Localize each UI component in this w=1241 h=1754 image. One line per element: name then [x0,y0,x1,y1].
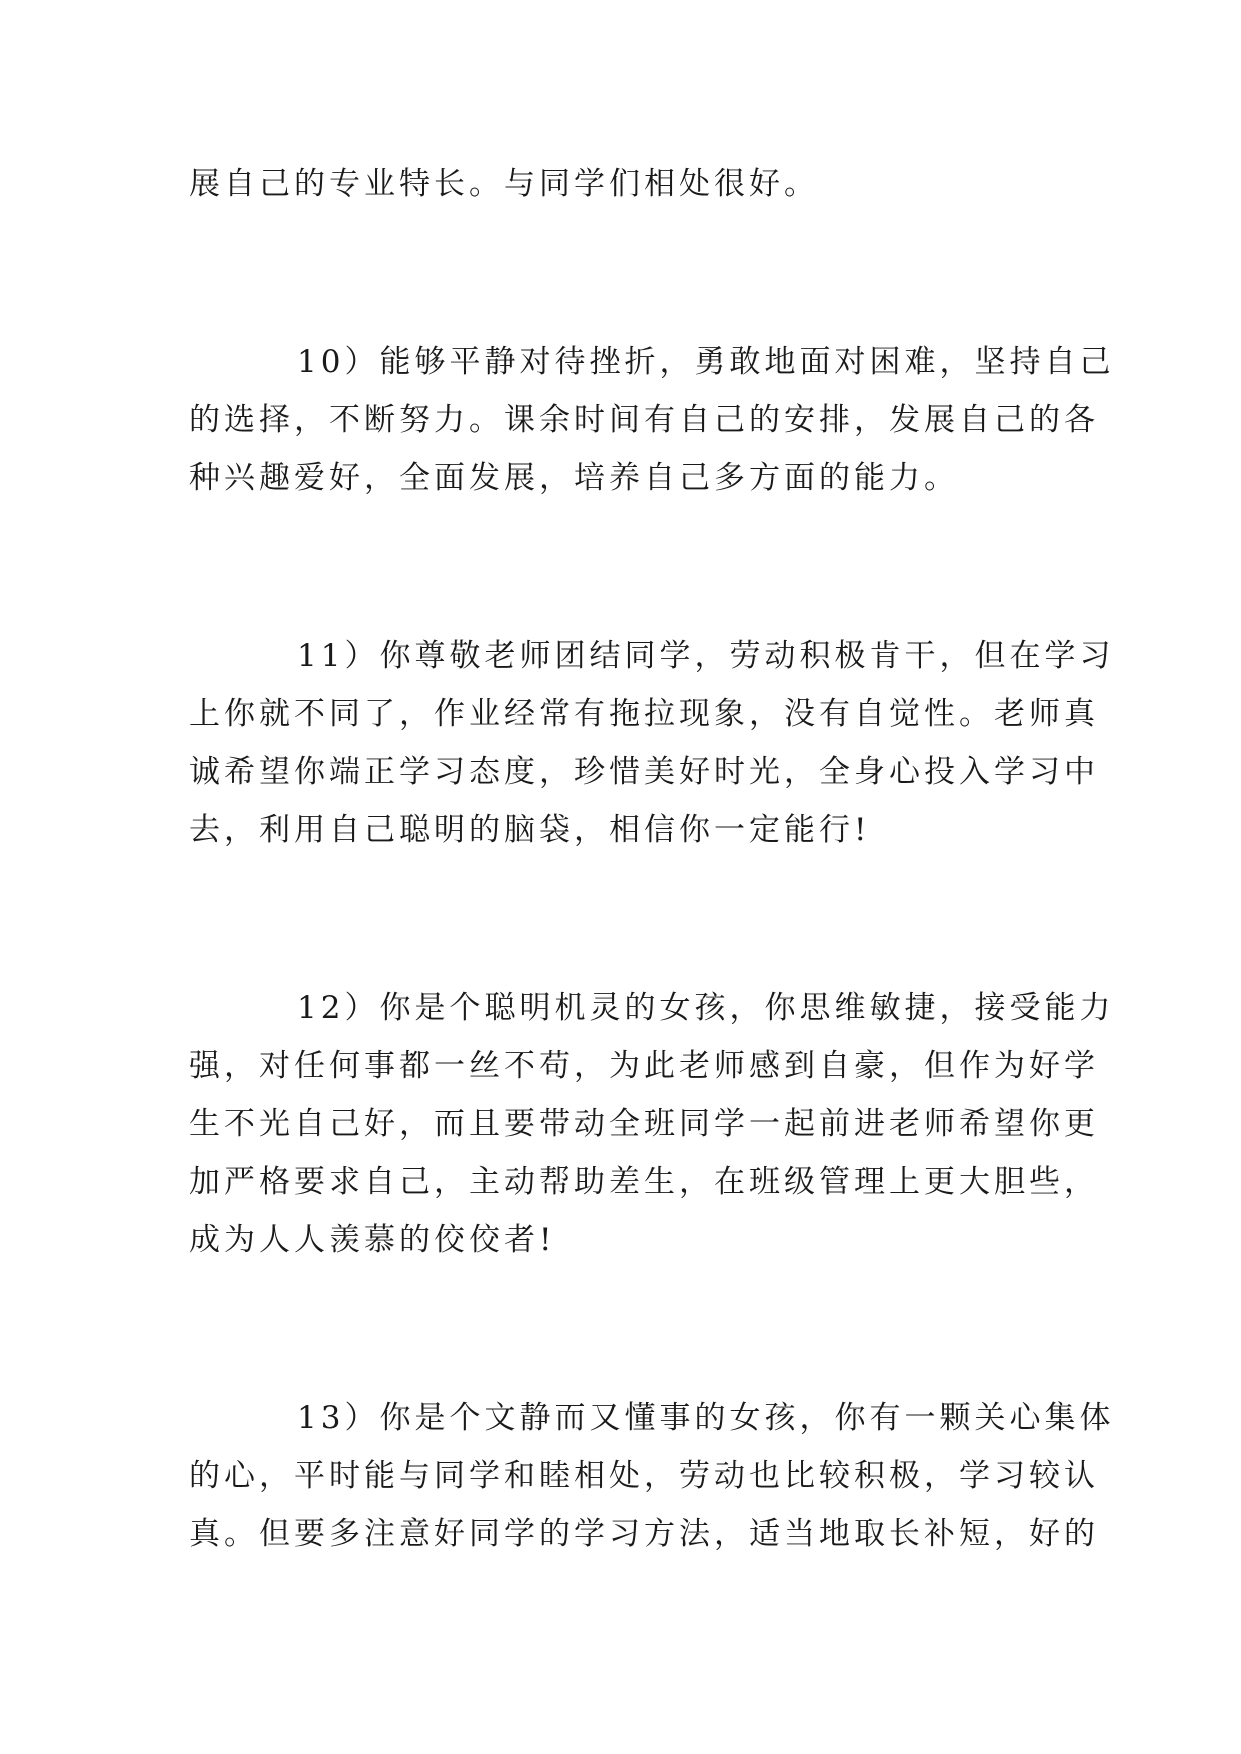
text-line: 生不光自己好，而且要带动全班同学一起前进老师希望你更 [189,1106,1099,1142]
text-line: 上你就不同了，作业经常有拖拉现象，没有自觉性。老师真 [189,696,1099,732]
text-line: 的心，平时能与同学和睦相处，劳动也比较积极，学习较认 [189,1458,1099,1494]
text-line: 诚希望你端正学习态度，珍惜美好时光，全身心投入学习中 [189,754,1099,790]
text-line: 10）能够平静对待挫折，勇敢地面对困难，坚持自己 [297,344,1115,380]
text-line: 真。但要多注意好同学的学习方法，适当地取长补短，好的 [189,1516,1099,1552]
text-line: 种兴趣爱好，全面发展，培养自己多方面的能力。 [189,460,959,496]
text-line: 的选择，不断努力。课余时间有自己的安排，发展自己的各 [189,402,1099,438]
text-line: 11）你尊敬老师团结同学，劳动积极肯干，但在学习 [297,638,1115,674]
text-line: 12）你是个聪明机灵的女孩，你思维敏捷，接受能力 [297,990,1115,1026]
text-line: 展自己的专业特长。与同学们相处很好。 [189,166,819,202]
text-line: 加严格要求自己，主动帮助差生，在班级管理上更大胆些， [189,1164,1099,1200]
text-line: 13）你是个文静而又懂事的女孩，你有一颗关心集体 [297,1400,1115,1436]
text-line: 成为人人羡慕的佼佼者! [189,1222,556,1258]
text-line: 强，对任何事都一丝不苟，为此老师感到自豪，但作为好学 [189,1048,1099,1084]
text-line: 去，利用自己聪明的脑袋，相信你一定能行! [189,812,871,848]
